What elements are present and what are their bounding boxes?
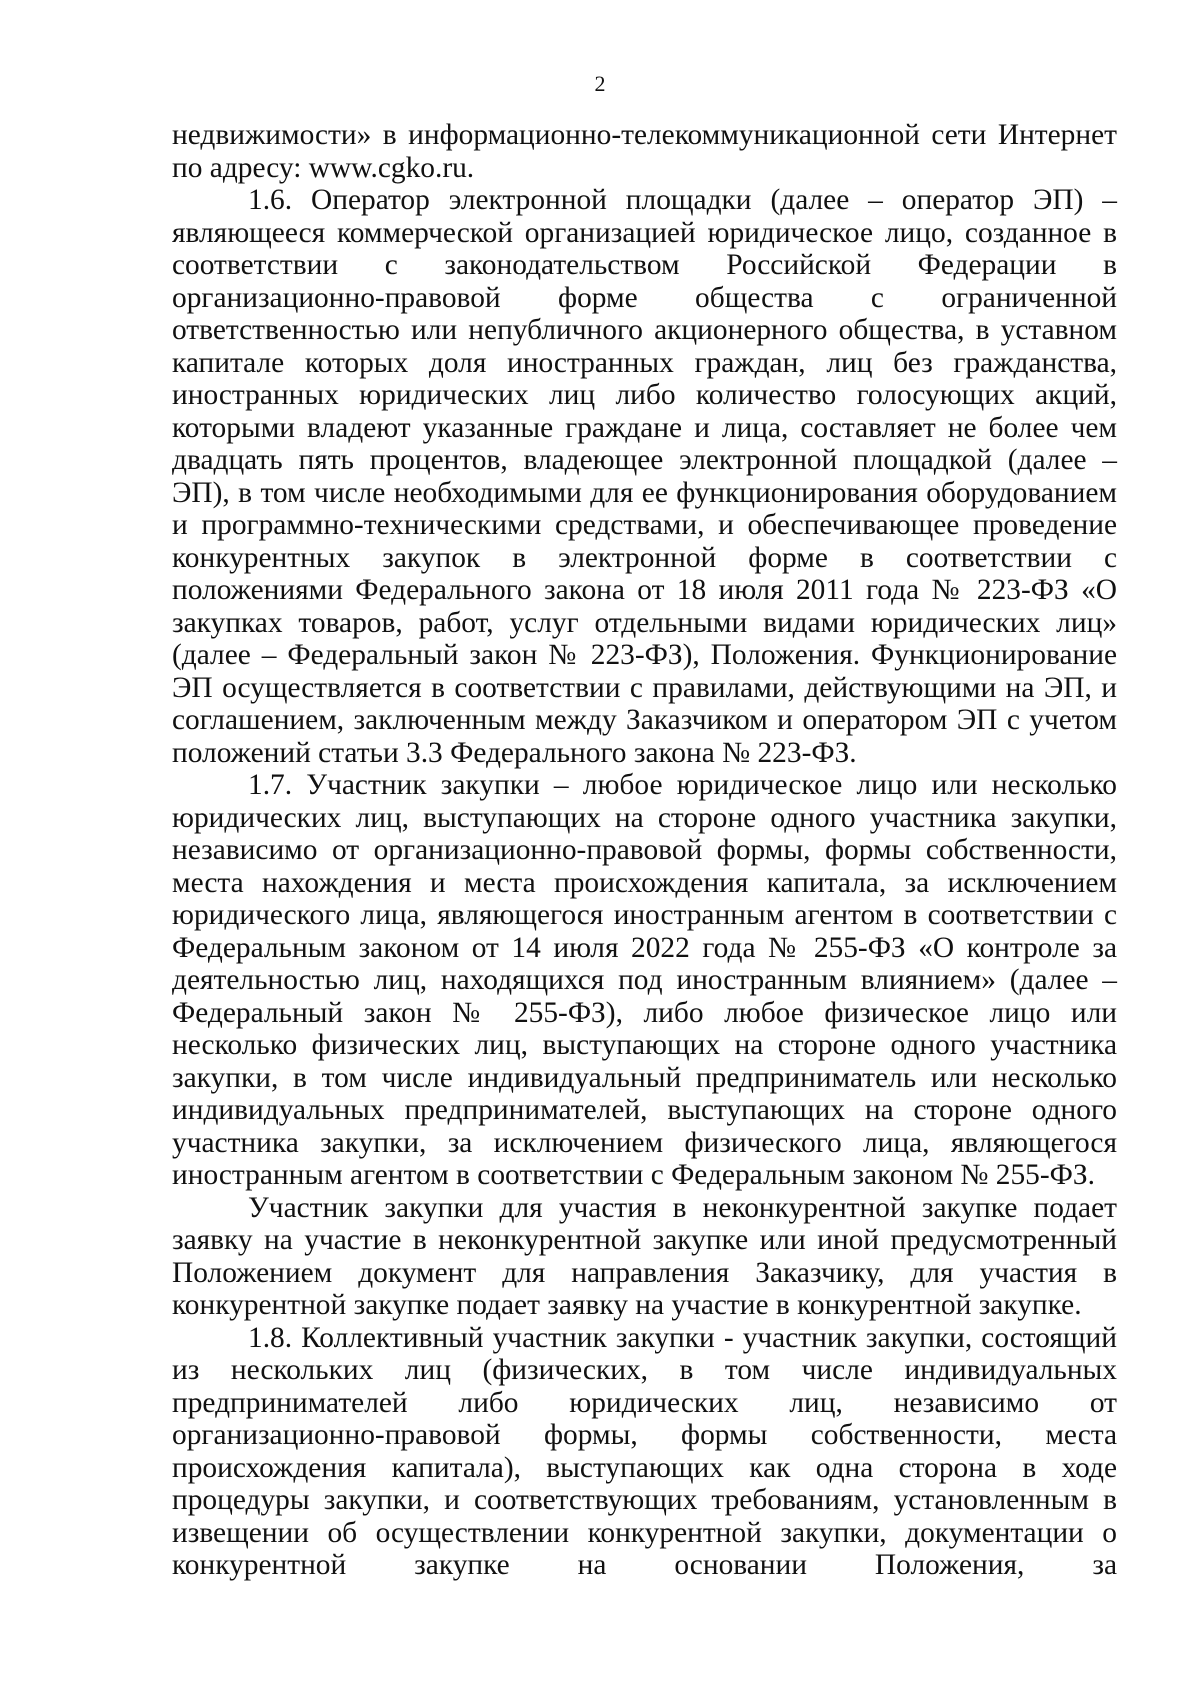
paragraph-participant-application: Участник закупки для участия в неконкурентной закупке подает заявку на участие в неконкурентной закупке или иной предусмотренный Положением документ для направления Заказчику, для участия в конкурентной закупке подает заявку на участие в конкурентной закупке. bbox=[172, 1191, 1117, 1321]
paragraph-1-6-operator: 1.6. Оператор электронной площадки (далее – оператор ЭП) – являющееся коммерческой организацией юридическое лицо, созданное в соответствии с законодательством Российской Федерации в организационно-правовой форме общества с ограниченной ответственностью или непубличного акционерного общества, в уставном капитале которых доля иностранных граждан, лиц без гражданства, иностранных юридических лиц либо количество голосующих акций, которыми владеют указанные граждане и лица, составляет не более чем двадцать пять процентов, владеющее электронной площадкой (далее – ЭП), в том числе необходимыми для ее функционирования оборудованием и программно-техническими средствами, и обеспечивающее проведение конкурентных закупок в электронной форме в соответствии с положениями Федерального закона от 18 июля 2011 года № 223-ФЗ «О закупках товаров, работ, услуг отдельными видами юридических лиц» (далее – Федеральный закон № 223-ФЗ), Положения. Функционирование ЭП осуществляется в соответствии с правилами, действующими на ЭП, и соглашением, заключенным между Заказчиком и оператором ЭП с учетом положений статьи 3.3 Федерального закона № 223-ФЗ. bbox=[172, 184, 1117, 769]
paragraph-1-7-participant: 1.7. Участник закупки – любое юридическое лицо или несколько юридических лиц, выступающих на стороне одного участника закупки, независимо от организационно-правовой формы, формы собственности, места нахождения и места происхождения капитала, за исключением юридического лица, являющегося иностранным агентом в соответствии с Федеральным законом от 14 июля 2022 года № 255-ФЗ «О контроле за деятельностью лиц, находящихся под иностранным влиянием» (далее – Федеральный закон № 255-ФЗ), либо любое физическое лицо или несколько физических лиц, выступающих на стороне одного участника закупки, в том числе индивидуальный предприниматель или несколько индивидуальных предпринимателей, выступающих на стороне одного участника закупки, за исключением физического лица, являющегося иностранным агентом в соответствии с Федеральным законом № 255-ФЗ. bbox=[172, 769, 1117, 1191]
paragraph-continuation: недвижимости» в информационно-телекоммуникационной сети Интернет по адресу: www.cgko.ru. bbox=[172, 119, 1117, 184]
paragraph-1-8-collective-participant: 1.8. Коллективный участник закупки - участник закупки, состоящий из нескольких лиц (физических, в том числе индивидуальных предпринимателей либо юридических лиц, независимо от организационно-правовой формы, формы собственности, места происхождения капитала), выступающих как одна сторона в ходе процедуры закупки, и соответствующих требованиям, установленным в извещении об осуществлении конкурентной закупки, документации о конкурентной закупке на основании Положения, за bbox=[172, 1321, 1117, 1581]
page-number: 2 bbox=[594, 71, 606, 96]
document-body bbox=[172, 119, 1117, 1582]
